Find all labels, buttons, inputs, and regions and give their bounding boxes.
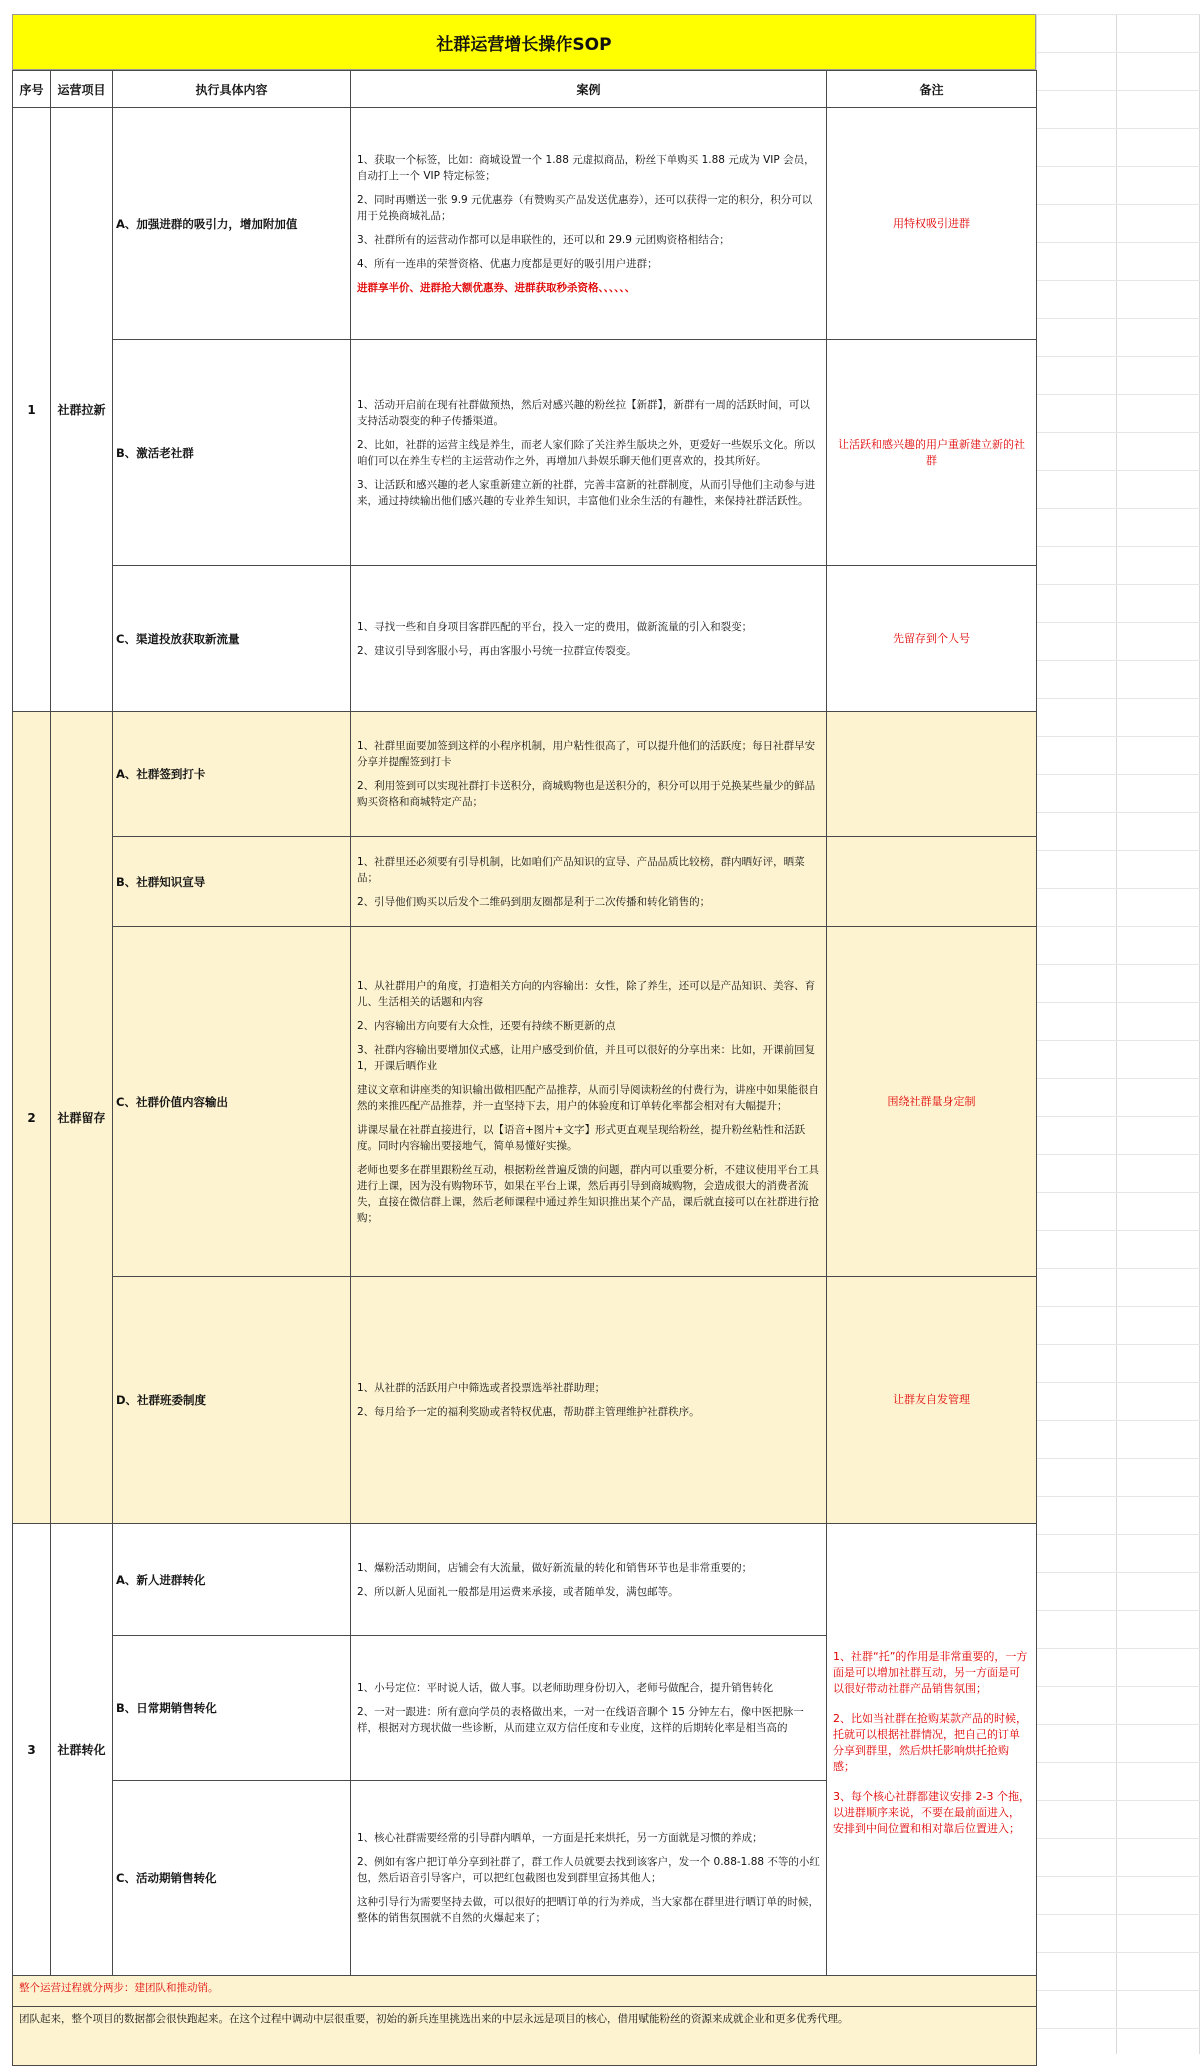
header-content: 执行具体内容 xyxy=(113,71,351,108)
case-paragraph: 3、社群内容输出要增加仪式感，让用户感受到价值，并且可以很好的分享出来：比如，开课前回复1，开课后晒作业 xyxy=(357,1043,816,1072)
header-row xyxy=(13,71,1037,108)
case-paragraph: 1、小号定位：平时说人话，做人事。以老师助理身份切入，老师号做配合，提升销售转化 xyxy=(357,1682,774,1694)
case-cell xyxy=(351,1524,827,1636)
case-paragraph: 2、同时再赠送一张 9.9 元优惠券（有赞购买产品发送优惠券），还可以获得一定的积分，积分可以用于兑换商城礼品； xyxy=(357,193,813,222)
case-cell xyxy=(351,1277,827,1524)
table-row xyxy=(13,712,1037,837)
case-paragraph: 2、利用签到可以实现社群打卡送积分，商城购物也是送积分的，积分可以用于兑换某些量少的鲜品购买资格和商城特定产品； xyxy=(357,780,816,808)
case-paragraph: 2、比如，社群的运营主线是养生，而老人家们除了关注养生版块之外，更爱好一些娱乐文化。所以咱们可以在养生专栏的主运营动作之外，再增加八卦娱乐聊天他们更喜欢的，投其所好。 xyxy=(357,438,816,467)
section-item: 社群转化 xyxy=(51,1524,113,1976)
sop-sheet xyxy=(12,14,1036,2066)
case-paragraph: 4、所有一连串的荣誉资格、优惠力度都是更好的吸引用户进群； xyxy=(357,257,658,270)
case-cell xyxy=(351,1781,827,1976)
header-project: 运营项目 xyxy=(51,71,113,108)
note-cell xyxy=(827,712,1037,837)
sop-table xyxy=(12,70,1037,2066)
table-row xyxy=(13,1277,1037,1524)
case-paragraph: 3、让活跃和感兴趣的老人家重新建立新的社群，完善丰富新的社群制度，从而引导他们主动参与进来，通过持续输出他们感兴趣的专业养生知识，丰富他们业余生活的有趣性，来保持社群活跃性。 xyxy=(357,478,816,507)
case-paragraph: 1、从社群的活跃用户中筛选或者投票选举社群助理； xyxy=(357,1382,606,1394)
section-number: 1 xyxy=(13,108,51,712)
note-cell: 用特权吸引进群 xyxy=(827,108,1037,340)
case-cell xyxy=(351,108,827,340)
case-cell xyxy=(351,837,827,927)
case-paragraph: 1、寻找一些和自身项目客群匹配的平台，投入一定的费用，做新流量的引入和裂变； xyxy=(357,620,753,633)
table-row xyxy=(13,927,1037,1277)
section-number: 2 xyxy=(13,712,51,1524)
case-paragraph: 3、社群所有的运营动作都可以是串联性的，还可以和 29.9 元团购资格相结合； xyxy=(357,233,730,246)
case-cell xyxy=(351,340,827,566)
section-item: 社群拉新 xyxy=(51,108,113,712)
section-number: 3 xyxy=(13,1524,51,1976)
content-cell: C、活动期销售转化 xyxy=(113,1781,351,1976)
table-row xyxy=(13,1524,1037,1636)
table-row xyxy=(13,566,1037,712)
note-cell: 围绕社群量身定制 xyxy=(827,927,1037,1277)
note-paragraph: 3、每个核心社群都建议安排 2-3 个拖，以进群顺序来说，不要在最前面进入，安排到中间位置和相对靠后位置进入； xyxy=(833,1789,1030,1835)
sheet-title: 社群运营增长操作SOP xyxy=(12,14,1036,70)
footer-row-2 xyxy=(13,2007,1037,2066)
header-note: 备注 xyxy=(827,71,1037,108)
case-paragraph: 讲课尽量在社群直接进行，以【语音+图片+文字】形式更直观呈现给粉丝，提升粉丝粘性和活跃度。同时内容输出要接地气，简单易懂好实操。 xyxy=(357,1123,806,1152)
note-paragraph: 1、社群“托”的作用是非常重要的，一方面是可以增加社群互动，另一方面是可以很好带动社群产品销售氛围； xyxy=(833,1649,1028,1695)
content-cell: C、渠道投放获取新流量 xyxy=(113,566,351,712)
content-cell: A、社群签到打卡 xyxy=(113,712,351,837)
case-paragraph: 1、爆粉活动期间，店铺会有大流量，做好新流量的转化和销售环节也是非常重要的； xyxy=(357,1561,753,1574)
table-body xyxy=(13,108,1037,1976)
table-row xyxy=(13,837,1037,927)
case-cell xyxy=(351,566,827,712)
content-cell: B、日常期销售转化 xyxy=(113,1636,351,1781)
merged-note-cell xyxy=(827,1524,1037,1976)
section-item: 社群留存 xyxy=(51,712,113,1524)
case-paragraph: 2、建议引导到客服小号，再由客服小号统一拉群宣传裂变。 xyxy=(357,644,637,657)
footer-summary: 整个运营过程就分两步：建团队和推动销。 xyxy=(13,1976,1037,2007)
case-cell xyxy=(351,712,827,837)
case-paragraph: 1、社群里还必须要有引导机制，比如咱们产品知识的宣导、产品品质比较榜，群内晒好评，晒菜品； xyxy=(357,855,805,884)
note-cell: 让群友自发管理 xyxy=(827,1277,1037,1524)
spreadsheet-empty-columns xyxy=(1036,14,1200,2054)
case-paragraph: 建议文章和讲座类的知识输出做相匹配产品推荐，从而引导阅读粉丝的付费行为，讲座中如果能很自然的来推匹配产品推荐，并一直坚持下去，用户的体验度和订单转化率都会相对有大幅提升； xyxy=(357,1083,819,1112)
table-row xyxy=(13,340,1037,566)
content-cell: A、新人进群转化 xyxy=(113,1524,351,1636)
table-row xyxy=(13,108,1037,340)
content-cell: B、激活老社群 xyxy=(113,340,351,566)
header-case: 案例 xyxy=(351,71,827,108)
note-cell xyxy=(827,837,1037,927)
case-paragraph: 2、一对一跟进：所有意向学员的表格做出来，一对一在线语音聊个 15 分钟左右，像中医把脉一样，根据对方现状做一些诊断，从而建立双方信任度和专业度，这样的后期转化率是相当高的 xyxy=(357,1706,804,1734)
case-paragraph: 老师也要多在群里跟粉丝互动，根据粉丝普遍反馈的问题，群内可以重要分析，不建议使用平台工具进行上课，因为没有购物环节，如果在平台上课，然后再引导到商城购物，会造成很大的消费者流失，直接在微信群上课，然后老师课程中通过养生知识推出某个产品，课后就直接可以在社群进行抢购； xyxy=(357,1163,819,1224)
content-cell: A、加强进群的吸引力，增加附加值 xyxy=(113,108,351,340)
case-paragraph: 2、例如有客户把订单分享到社群了，群工作人员就要去找到该客户，发一个 0.88-1.88 不等的小红包，然后语音引导客户，可以把红包截图也发到群里宣扬其他人； xyxy=(357,1856,820,1884)
case-paragraph: 2、内容输出方向要有大众性，还要有持续不断更新的点 xyxy=(357,1019,616,1032)
case-paragraph: 2、引导他们购买以后发个二维码到朋友圈都是利于二次传播和转化销售的； xyxy=(357,895,711,908)
header-seq: 序号 xyxy=(13,71,51,108)
note-cell: 先留存到个人号 xyxy=(827,566,1037,712)
case-paragraph: 这种引导行为需要坚持去做，可以很好的把晒订单的行为养成，当大家都在群里进行晒订单的时候，整体的销售氛围就不自然的火爆起来了； xyxy=(357,1896,819,1924)
note-paragraph: 2、比如当社群在抢购某款产品的时候，托就可以根据社群情况，把自己的订单分享到群里，然后烘托影响烘托抢购感； xyxy=(833,1711,1027,1773)
case-paragraph: 1、社群里面要加签到这样的小程序机制，用户粘性很高了，可以提升他们的活跃度；每日社群早安分享并提醒签到打卡 xyxy=(357,740,816,768)
footer-row-1 xyxy=(13,1976,1037,2007)
case-cell xyxy=(351,1636,827,1781)
case-highlight: 进群享半价、进群抢大额优惠券、进群获取秒杀资格、、、、、、 xyxy=(357,281,636,294)
case-paragraph: 1、活动开启前在现有社群做预热，然后对感兴趣的粉丝拉【新群】，新群有一周的活跃时间，可以支持活动裂变的种子传播渠道。 xyxy=(357,398,810,427)
case-paragraph: 2、所以新人见面礼一般都是用运费来承接，或者随单发，满包邮等。 xyxy=(357,1585,679,1598)
note-cell: 让活跃和感兴趣的用户重新建立新的社群 xyxy=(827,340,1037,566)
content-cell: B、社群知识宣导 xyxy=(113,837,351,927)
case-cell xyxy=(351,927,827,1277)
case-paragraph: 1、从社群用户的角度，打造相关方向的内容输出：女性，除了养生，还可以是产品知识、美容、育儿、生活相关的话题和内容 xyxy=(357,979,816,1008)
footer-detail: 团队起来，整个项目的数据都会很快跑起来。在这个过程中调动中层很重要，初始的新兵连里挑选出来的中层永远是项目的核心，借用赋能粉丝的资源来成就企业和更多优秀代理。 xyxy=(13,2007,1037,2066)
content-cell: D、社群班委制度 xyxy=(113,1277,351,1524)
content-cell: C、社群价值内容输出 xyxy=(113,927,351,1277)
case-paragraph: 1、核心社群需要经常的引导群内晒单，一方面是托来烘托，另一方面就是习惯的养成； xyxy=(357,1832,763,1844)
case-paragraph: 1、获取一个标签，比如：商城设置一个 1.88 元虚拟商品，粉丝下单购买 1.88 元成为 VIP 会员，自动打上一个 VIP 特定标签； xyxy=(357,153,815,182)
case-paragraph: 2、每月给予一定的福利奖励或者特权优惠，帮助群主管理维护社群秩序。 xyxy=(357,1406,700,1418)
